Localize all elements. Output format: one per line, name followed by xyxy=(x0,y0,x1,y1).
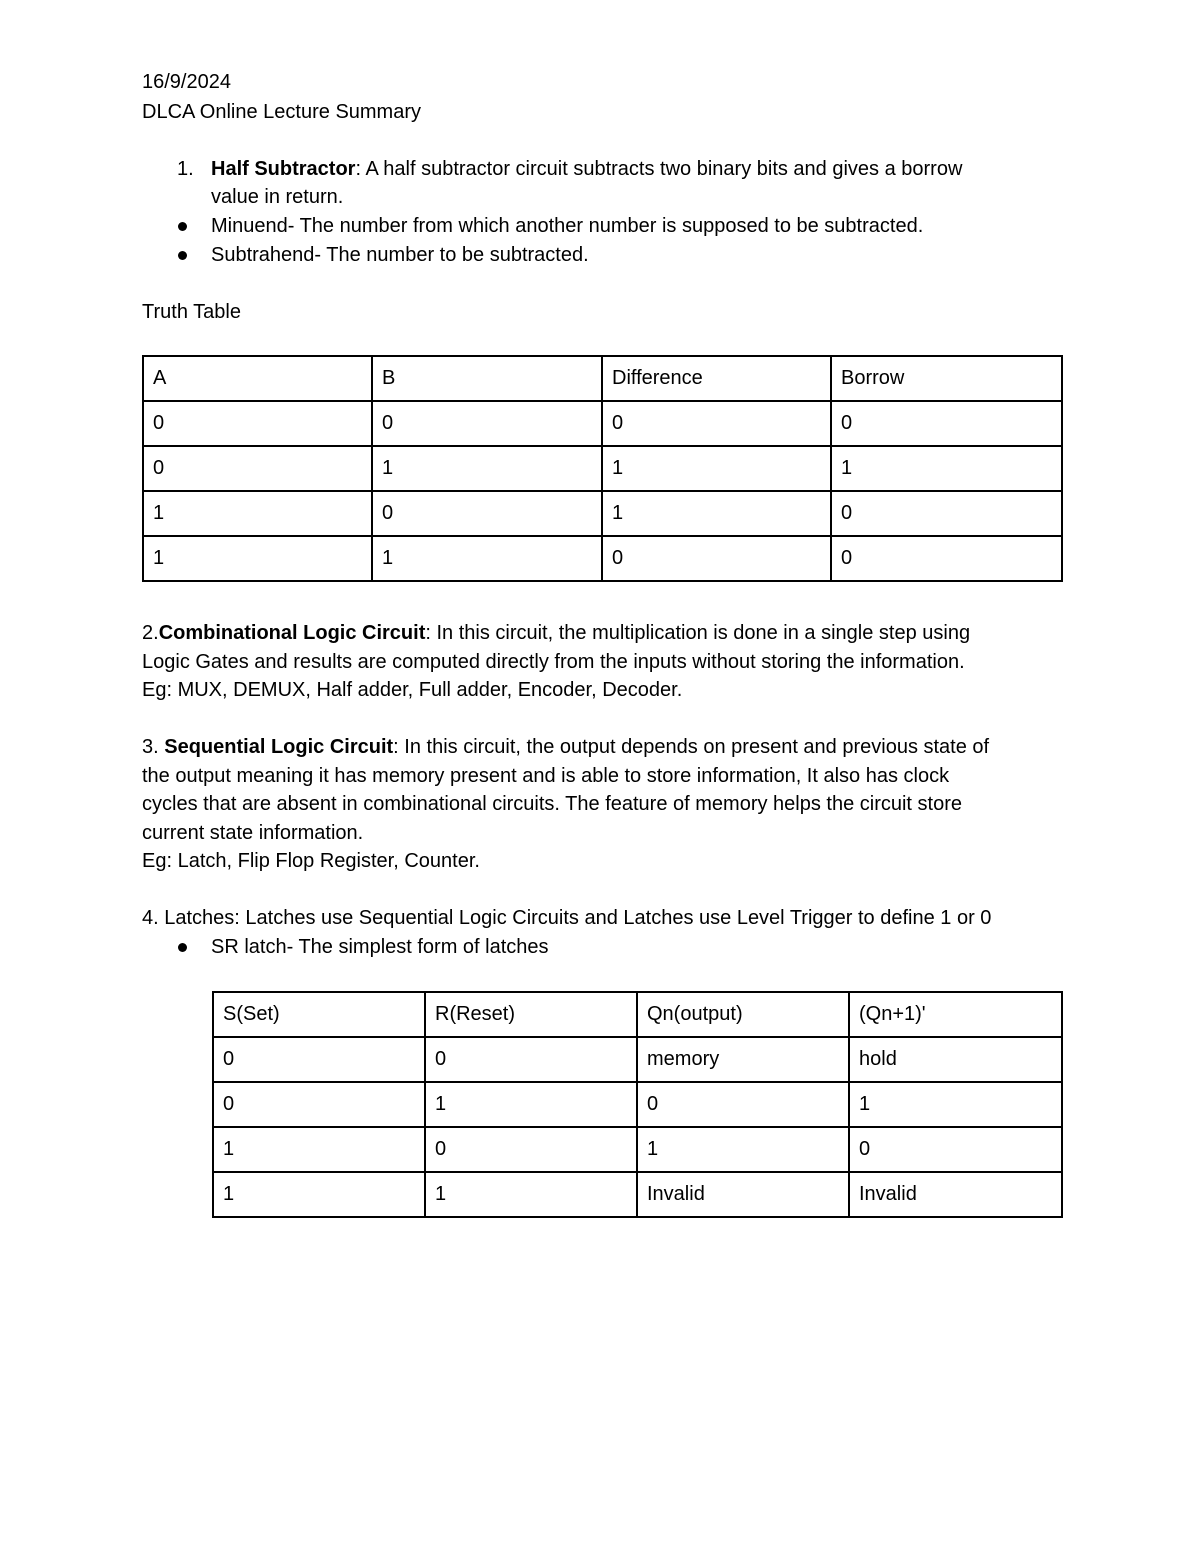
section1-bullet-minuend: Minuend- The number from which another number is supposed to be subtracted. xyxy=(211,215,924,237)
section2-paragraph xyxy=(142,619,1072,705)
table-cell: 0 xyxy=(637,1082,849,1127)
half-subtractor-truth-table xyxy=(142,355,1063,582)
header-cell-borrow: Borrow xyxy=(831,356,1062,401)
table-row xyxy=(213,1082,1062,1127)
table-cell: 0 xyxy=(213,1037,425,1082)
section3-paragraph xyxy=(142,733,1072,876)
section2-term: Combinational Logic Circuit xyxy=(158,622,426,644)
sr-latch-table xyxy=(212,991,1063,1218)
document-title: DLCA Online Lecture Summary xyxy=(142,101,422,123)
table-header-row xyxy=(213,992,1062,1037)
table-cell: 0 xyxy=(143,401,372,446)
section1-bullet-subtrahend: Subtrahend- The number to be subtracted. xyxy=(211,244,589,266)
table-cell: 0 xyxy=(831,491,1062,536)
table-cell: 1 xyxy=(602,446,831,491)
section3-term: Sequential Logic Circuit xyxy=(164,736,394,758)
header-cell-set: S(Set) xyxy=(213,992,425,1037)
table-cell: 0 xyxy=(849,1127,1062,1172)
table-header-row xyxy=(143,356,1062,401)
section2-number: 2. xyxy=(142,622,159,644)
bullet-icon xyxy=(178,943,187,952)
table-cell: 1 xyxy=(213,1172,425,1217)
table-cell: Invalid xyxy=(849,1172,1062,1217)
section3-text-line5: Eg: Latch, Flip Flop Register, Counter. xyxy=(142,850,480,872)
table-cell: 0 xyxy=(831,536,1062,581)
table-cell: 0 xyxy=(213,1082,425,1127)
section4-bullet-sr-latch: SR latch- The simplest form of latches xyxy=(211,936,549,958)
table-row xyxy=(143,536,1062,581)
header-cell-qn-output: Qn(output) xyxy=(637,992,849,1037)
header-cell-b: B xyxy=(372,356,602,401)
table-cell: 0 xyxy=(143,446,372,491)
header-cell-difference: Difference xyxy=(602,356,831,401)
section1-line1 xyxy=(211,155,962,184)
section2-text-line1: : In this circuit, the multiplication is done in a single step using xyxy=(425,622,971,644)
header-cell-a: A xyxy=(143,356,372,401)
section3-text-line4: current state information. xyxy=(142,821,364,844)
table-cell: 1 xyxy=(372,536,602,581)
section1-term: Half Subtractor xyxy=(211,158,356,180)
table-cell: 1 xyxy=(143,536,372,581)
section2-line1 xyxy=(142,619,1072,648)
table-cell: 0 xyxy=(602,536,831,581)
table-cell: 1 xyxy=(213,1127,425,1172)
header-cell-qn-plus-1: (Qn+1)' xyxy=(849,992,1062,1037)
table-cell: 0 xyxy=(372,491,602,536)
table-cell: 1 xyxy=(637,1127,849,1172)
section3-number: 3. xyxy=(142,736,165,758)
table-cell: memory xyxy=(637,1037,849,1082)
section4-text: 4. Latches: Latches use Sequential Logic Circuits and Latches use Level Trigger to define 1 or 0 xyxy=(142,907,992,929)
bullet-icon xyxy=(178,222,187,231)
table-cell: 1 xyxy=(602,491,831,536)
table-cell: 1 xyxy=(849,1082,1062,1127)
section2-text-line3: Eg: MUX, DEMUX, Half adder, Full adder, Encoder, Decoder. xyxy=(142,679,683,701)
section3-line1 xyxy=(142,733,1072,762)
section1-text-line2: value in return. xyxy=(211,186,344,208)
table-cell: 0 xyxy=(372,401,602,446)
bullet-icon xyxy=(178,251,187,260)
table-cell: hold xyxy=(849,1037,1062,1082)
truth-table-caption: Truth Table xyxy=(142,301,241,323)
table-cell: 0 xyxy=(602,401,831,446)
table-row xyxy=(143,491,1062,536)
section2-text-line2: Logic Gates and results are computed directly from the inputs without storing the information. xyxy=(142,650,965,673)
section3-text-line2: the output meaning it has memory present and is able to store information, It also has clock xyxy=(142,764,950,787)
table-cell: 1 xyxy=(425,1172,637,1217)
section3-text-line3: cycles that are absent in combinational circuits. The feature of memory helps the circuit store xyxy=(142,793,963,815)
table-row xyxy=(213,1127,1062,1172)
table-cell: 0 xyxy=(831,401,1062,446)
table-cell: 0 xyxy=(425,1037,637,1082)
section3-text-line1: : In this circuit, the output depends on present and previous state of xyxy=(393,736,990,758)
table-cell: 1 xyxy=(831,446,1062,491)
table-cell: 1 xyxy=(425,1082,637,1127)
section1-number: 1. xyxy=(177,158,194,180)
table-row xyxy=(213,1037,1062,1082)
header-cell-reset: R(Reset) xyxy=(425,992,637,1037)
table-cell: 0 xyxy=(425,1127,637,1172)
table-cell: Invalid xyxy=(637,1172,849,1217)
table-cell: 1 xyxy=(372,446,602,491)
table-row xyxy=(143,446,1062,491)
table-row xyxy=(143,401,1062,446)
document-date: 16/9/2024 xyxy=(142,71,231,93)
table-row xyxy=(213,1172,1062,1217)
table-cell: 1 xyxy=(143,491,372,536)
section1-text-line1: : A half subtractor circuit subtracts two binary bits and gives a borrow xyxy=(355,158,963,180)
